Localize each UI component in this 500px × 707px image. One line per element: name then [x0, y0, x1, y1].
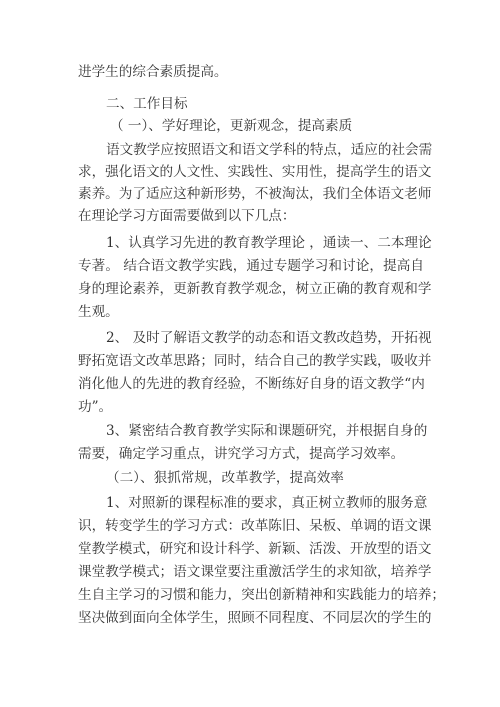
- section-heading-work-goals: 二、工作目标: [106, 96, 188, 112]
- text-line-continuation: 进学生的综合素质提高。: [78, 64, 228, 80]
- paragraph-line: 在理论学习方面需要做到以下几点：: [78, 208, 296, 224]
- list-item-line: 坚决做到面向全体学生，照顾不同程度、不同层次的学生的: [78, 610, 432, 626]
- list-item-3-line: 3、紧密结合教育教学实际和课题研究，并根据自身的: [106, 423, 428, 439]
- list-item-line: 课堂教学模式；语文课堂要注重激活学生的求知欲，培养学: [78, 564, 432, 580]
- list-item-1-line: 专著。 结合语文教学实践，通过专题学习和讨论，提高自: [78, 258, 424, 274]
- paragraph-line: 求，强化语文的人文性、实践性、实用性，提高学生的语文: [78, 164, 432, 180]
- list-item-2-line: 功”。: [78, 399, 113, 415]
- list-item-2-line: 野拓宽语文改革思路；同时，结合自己的教学实践，吸收并: [78, 353, 432, 369]
- list-item-3-line: 需要，确定学习重点，讲究学习方式，提高学习效率。: [78, 446, 405, 462]
- list-item-line: 堂教学模式，研究和设计科学、新颖、活泼、开放型的语文: [78, 541, 432, 557]
- paragraph-line: 语文教学应按照语文和语文学科的特点，适应的社会需: [106, 142, 433, 158]
- subsection-heading-2: （二）、狠抓常规，改革教学，提高效率: [106, 470, 344, 486]
- list-item-1-line: 生观。: [78, 304, 119, 320]
- list-item-line: 生自主学习的习惯和能力，突出创新精神和实践能力的培养；: [78, 587, 446, 603]
- paragraph-line: 素养。为了适应这种新形势，不被淘汰，我们全体语文老师: [78, 186, 432, 202]
- list-item-line: 1、对照新的课程标准的要求，真正树立教师的服务意: [106, 495, 428, 511]
- list-item-line: 识，转变学生的学习方式：改革陈旧、呆板、单调的语文课: [78, 518, 432, 534]
- list-item-2-line: 消化他人的先进的教育经验，不断练好自身的语文教学“内: [78, 376, 425, 392]
- list-item-2-line: 2、 及时了解语文教学的动态和语文教改趋势，开拓视: [106, 330, 432, 346]
- list-item-1-line: 1、认真学习先进的教育教学理论 ，通读一、二本理论: [106, 235, 432, 251]
- list-item-1-line: 身的理论素养，更新教育教学观念，树立正确的教育观和学: [78, 281, 432, 297]
- subsection-heading-1: （ 一）、学好理论，更新观念，提高素质: [110, 118, 353, 134]
